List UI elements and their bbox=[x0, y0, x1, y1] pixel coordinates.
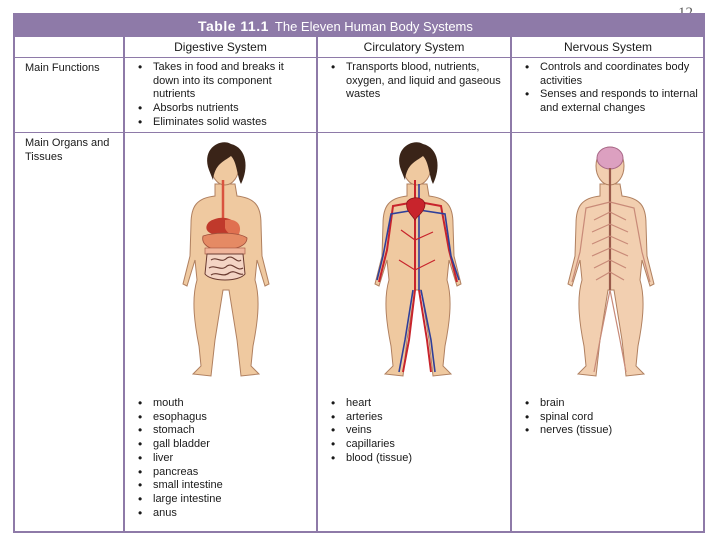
row-label-organs: Main Organs and Tissues bbox=[25, 137, 110, 163]
column-divider bbox=[123, 37, 125, 533]
digestive-functions-list bbox=[133, 61, 311, 130]
list-item: • brain bbox=[520, 397, 700, 411]
circulatory-functions-list bbox=[326, 61, 506, 102]
list-item: • blood (tissue) bbox=[326, 452, 506, 466]
column-header-digestive: Digestive System bbox=[174, 40, 267, 54]
functions-row-divider bbox=[15, 132, 703, 133]
nervous-body-figure-icon bbox=[550, 140, 670, 390]
row-label-functions: Main Functions bbox=[25, 62, 100, 74]
list-item: • capillaries bbox=[326, 438, 506, 452]
list-item: • anus bbox=[133, 507, 311, 521]
header-row-divider bbox=[15, 57, 703, 58]
digestive-organs-list bbox=[133, 397, 311, 520]
circulatory-organs-list bbox=[326, 397, 506, 466]
body-silhouette bbox=[375, 142, 461, 376]
list-item: • small intestine bbox=[133, 479, 311, 493]
column-header-nervous: Nervous System bbox=[563, 40, 653, 54]
digestive-body-figure-icon bbox=[165, 140, 285, 390]
list-item: • pancreas bbox=[133, 466, 311, 480]
list-item: • gall bladder bbox=[133, 438, 311, 452]
column-divider bbox=[510, 37, 512, 533]
list-item: • Absorbs nutrients bbox=[133, 102, 311, 116]
list-item: • stomach bbox=[133, 424, 311, 438]
table-title-text: The Eleven Human Body Systems bbox=[274, 19, 473, 34]
list-item: • mouth bbox=[133, 397, 311, 411]
table-title bbox=[198, 18, 473, 36]
column-divider bbox=[316, 37, 318, 533]
list-item: • Controls and coordinates body activities bbox=[520, 61, 700, 88]
list-item: • heart bbox=[326, 397, 506, 411]
list-item: • Transports blood, nutrients, oxygen, and liquid and gaseous wastes bbox=[326, 61, 506, 102]
list-item: • esophagus bbox=[133, 411, 311, 425]
list-item: • large intestine bbox=[133, 493, 311, 507]
circulatory-body-figure-icon bbox=[357, 140, 477, 390]
table-number: Table 11.1 bbox=[198, 18, 269, 34]
nervous-organs-list bbox=[520, 397, 700, 438]
list-item: • liver bbox=[133, 452, 311, 466]
list-item: • Takes in food and breaks it down into its component nutrients bbox=[133, 61, 311, 102]
list-item: • arteries bbox=[326, 411, 506, 425]
list-item: • Senses and responds to internal and external changes bbox=[520, 88, 700, 115]
list-item: • spinal cord bbox=[520, 411, 700, 425]
list-item: • Eliminates solid wastes bbox=[133, 116, 311, 130]
nervous-functions-list bbox=[520, 61, 700, 116]
column-header-circulatory: Circulatory System bbox=[363, 40, 465, 54]
list-item: • nerves (tissue) bbox=[520, 424, 700, 438]
list-item: • veins bbox=[326, 424, 506, 438]
